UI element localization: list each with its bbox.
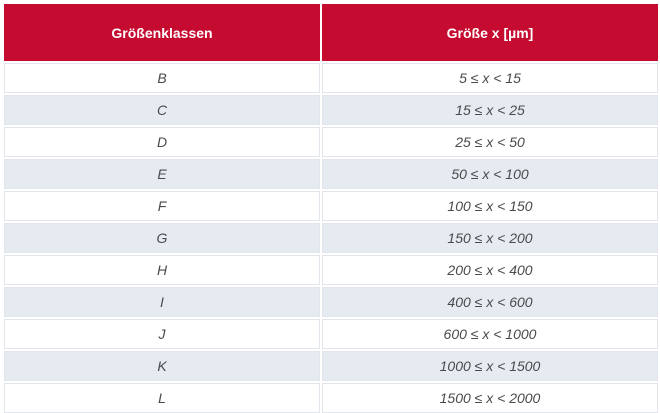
size-class-cell: F [4,189,322,221]
table-row [4,125,658,157]
size-range-cell: 1000 ≤ x < 1500 [322,349,658,381]
size-class-cell: H [4,253,322,285]
size-class-table [4,4,658,413]
size-class-cell: B [4,61,322,93]
size-range-cell: 200 ≤ x < 400 [322,253,658,285]
table-body [4,61,658,413]
size-range-cell: 5 ≤ x < 15 [322,61,658,93]
size-range-cell: 150 ≤ x < 200 [322,221,658,253]
header-row [4,4,658,61]
size-class-table-container [4,4,658,413]
table-row [4,349,658,381]
size-range-cell: 100 ≤ x < 150 [322,189,658,221]
header-size-class: Größenklassen [4,4,322,61]
table-row [4,221,658,253]
size-class-cell: C [4,93,322,125]
size-range-cell: 25 ≤ x < 50 [322,125,658,157]
size-class-cell: E [4,157,322,189]
size-class-cell: I [4,285,322,317]
table-row [4,285,658,317]
size-class-cell: K [4,349,322,381]
table-header [4,4,658,61]
size-range-cell: 15 ≤ x < 25 [322,93,658,125]
table-row [4,189,658,221]
size-range-cell: 50 ≤ x < 100 [322,157,658,189]
table-row [4,93,658,125]
size-range-cell: 400 ≤ x < 600 [322,285,658,317]
table-row [4,157,658,189]
table-row [4,253,658,285]
table-row [4,381,658,413]
table-row [4,61,658,93]
size-range-cell: 1500 ≤ x < 2000 [322,381,658,413]
size-class-cell: D [4,125,322,157]
size-class-cell: J [4,317,322,349]
size-class-cell: G [4,221,322,253]
size-class-cell: L [4,381,322,413]
size-range-cell: 600 ≤ x < 1000 [322,317,658,349]
table-row [4,317,658,349]
header-size-range: Größe x [µm] [322,4,658,61]
